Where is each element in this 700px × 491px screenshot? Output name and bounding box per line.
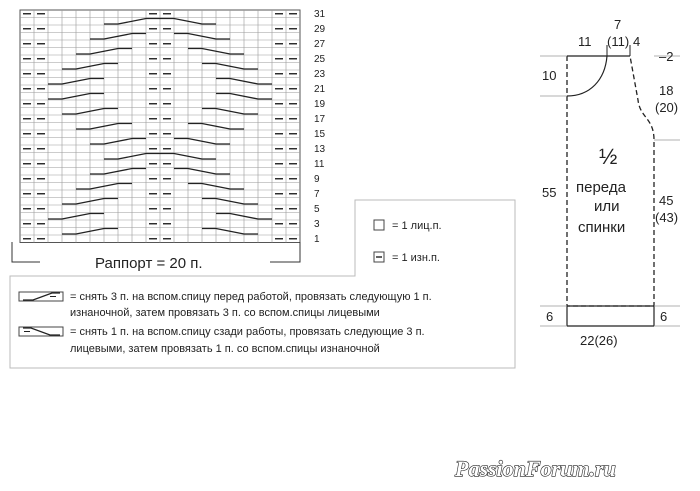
knit-symbol	[374, 220, 384, 230]
label-or: или	[594, 198, 620, 215]
cross-legend-1-line2: изнаночной, затем провязать 3 п. со вспом.спицы лицевыми	[70, 307, 380, 319]
row-label: 13	[314, 144, 326, 155]
row-label: 21	[314, 84, 326, 95]
row-label: 31	[314, 9, 326, 20]
row-label: 1	[314, 234, 320, 245]
dim-top-7: 7	[614, 17, 622, 32]
label-front: переда	[576, 179, 626, 196]
watermark: PassionForum.ru	[455, 456, 616, 481]
row-label: 17	[314, 114, 326, 125]
dim-right-43: (43)	[655, 210, 679, 225]
rapport-label: Раппорт = 20 п.	[95, 255, 203, 272]
row-label: 3	[314, 219, 320, 230]
dim-right-18: 18	[659, 83, 674, 98]
cross-symbol-left	[19, 292, 63, 301]
dim-left-55: 55	[542, 185, 557, 200]
cross-legend-2-line2: лицевыми, затем провязать 1 п. со вспом.спицы изнаночной	[70, 343, 380, 355]
row-label: 27	[314, 39, 326, 50]
dim-top-11-paren: (11)	[607, 34, 630, 49]
cross-legend-2-line1: = снять 1 п. на вспом.спицу сзади работы, провязать следующие 3 п.	[70, 326, 425, 338]
cross-symbol-right	[19, 327, 63, 336]
row-label: 19	[314, 99, 326, 110]
chart-row-labels	[314, 9, 326, 245]
half-fraction: ½	[599, 144, 618, 169]
dim-right-minus2: –2	[659, 49, 674, 64]
row-label: 5	[314, 204, 320, 215]
knitting-chart	[20, 10, 300, 243]
dim-bottom-width: 22(26)	[580, 333, 618, 348]
row-label: 7	[314, 189, 320, 200]
row-label: 9	[314, 174, 320, 185]
label-back: спинки	[578, 219, 626, 236]
purl-legend-label: = 1 изн.п.	[392, 252, 440, 264]
row-label: 29	[314, 24, 326, 35]
dim-left-10: 10	[542, 68, 557, 83]
row-label: 11	[314, 159, 325, 170]
row-label: 15	[314, 129, 326, 140]
dim-bottom-right-6: 6	[660, 309, 668, 324]
dim-top-4: 4	[633, 34, 641, 49]
knit-legend-label: = 1 лиц.п.	[392, 220, 442, 232]
dim-bottom-left-6: 6	[546, 309, 554, 324]
dim-right-45: 45	[659, 193, 674, 208]
row-label: 23	[314, 69, 326, 80]
dim-right-20: (20)	[655, 100, 679, 115]
cross-legend-1-line1: = снять 3 п. на вспом.спицу перед работой, провязать следующую 1 п.	[70, 291, 432, 303]
dim-top-11: 11	[578, 34, 592, 49]
row-label: 25	[314, 54, 326, 65]
